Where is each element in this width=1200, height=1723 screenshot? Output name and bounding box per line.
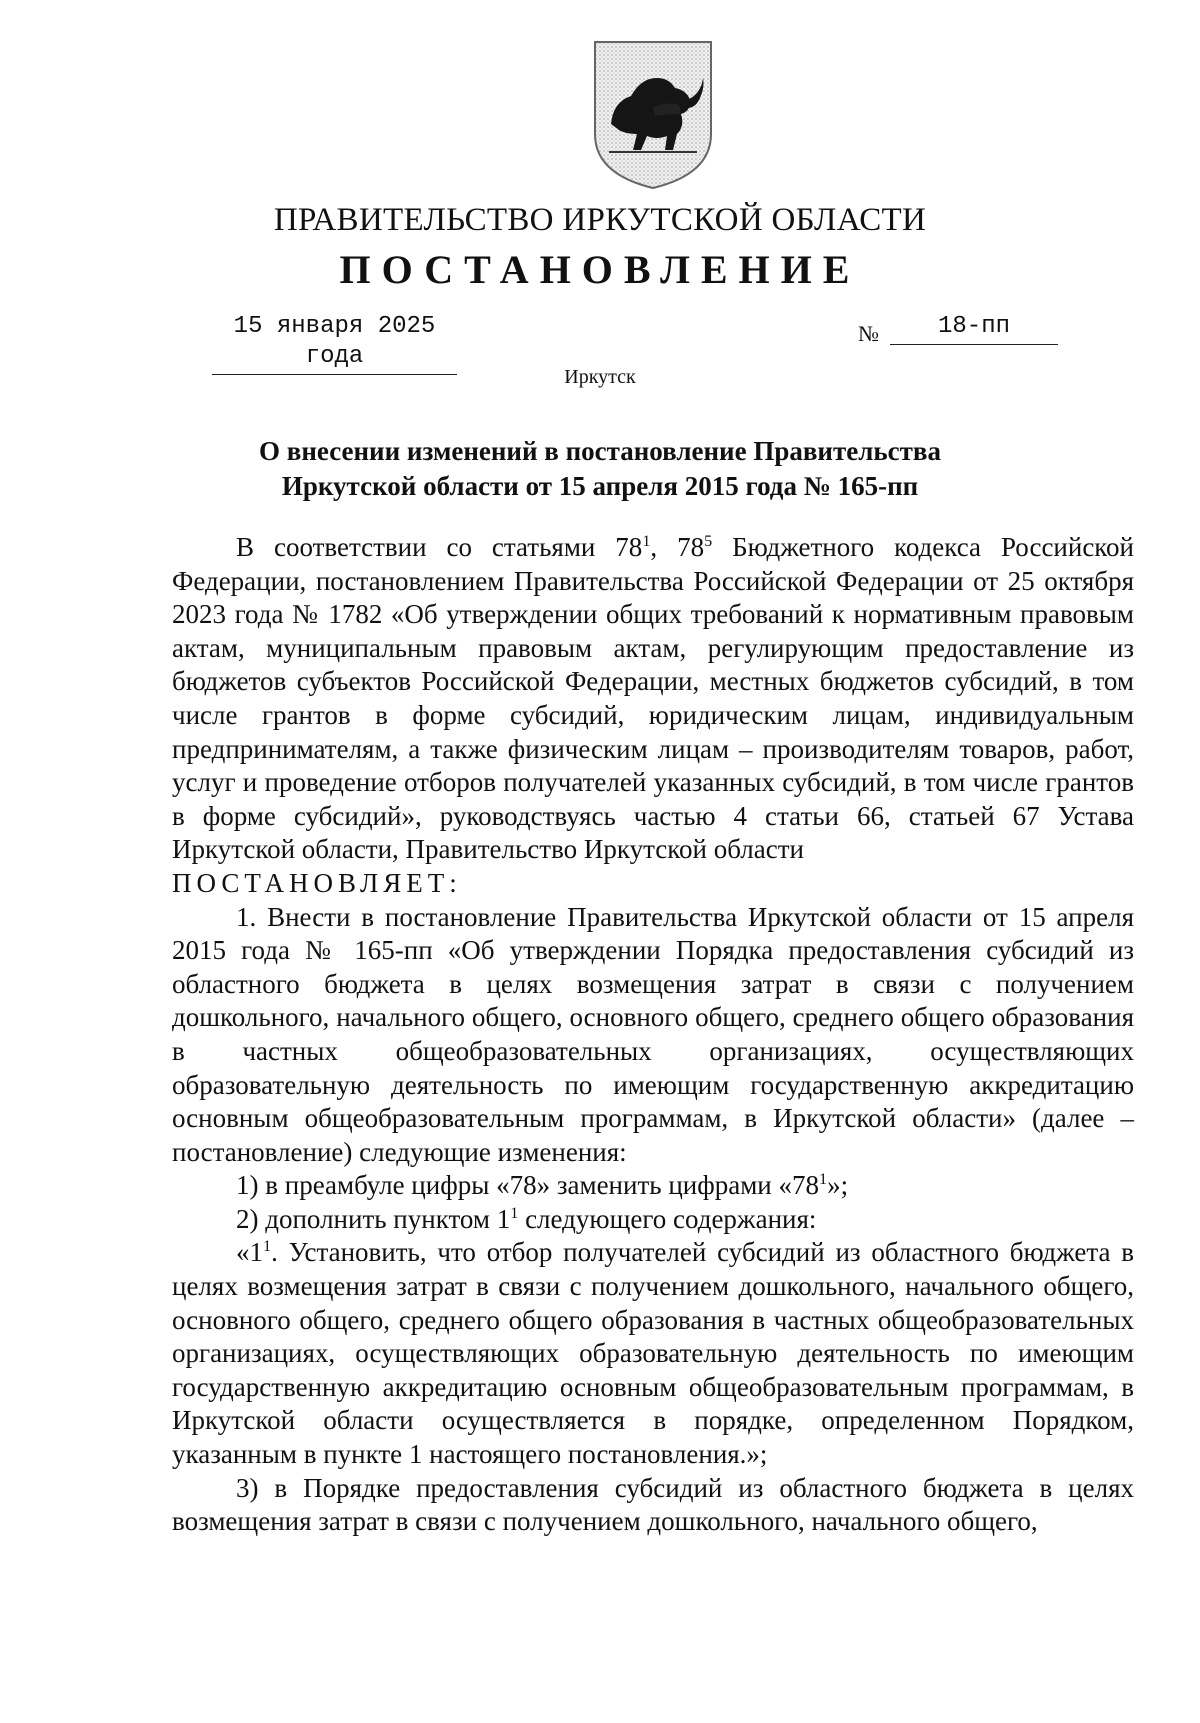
preamble-sup-1: 1	[642, 532, 651, 550]
document-date: 15 января 2025 года	[212, 312, 457, 375]
document-subject	[0, 434, 1200, 504]
subitem-2-text-b: следующего содержания:	[518, 1203, 817, 1234]
government-title: ПРАВИТЕЛЬСТВО ИРКУТСКОЙ ОБЛАСТИ	[273, 202, 927, 238]
subitem-2-paragraph	[172, 1203, 1134, 1237]
number-sign: №	[858, 321, 879, 346]
quoted-point-text-b: . Установить, что отбор получателей субсидий из областного бюджета в целях возмещения затрат в связи с получением дошкольного, начального общего, основного общего, среднего общего образования в частных общеобразовательных организациях, осуществляющих образовательную деятельность по имеющим государственную аккредитацию основным общеобразовательным программам, в Иркутской области осуществляется в порядке, определенном Порядком, указанным в пункте 1 настоящего постановления.»;	[172, 1237, 1134, 1470]
subitem-3-paragraph: 3) в Порядке предоставления субсидий из областного бюджета в целях возмещения затрат в связи с получением дошкольного, начального общего,	[172, 1472, 1134, 1537]
subject-line-1: О внесении изменений в постановление Правительства	[259, 436, 941, 466]
document-number: 18-пп	[890, 312, 1058, 345]
quoted-point-sup: 1	[263, 1237, 272, 1256]
subitem-1-sup: 1	[818, 1170, 828, 1189]
document-body	[172, 531, 1134, 1539]
subitem-2-text-a: 2) дополнить пунктом 1	[236, 1203, 511, 1234]
quoted-point-text-a: «1	[236, 1237, 263, 1268]
preamble-paragraph	[172, 531, 1134, 867]
item-1-paragraph: 1. Внести в постановление Правительства Иркутской области от 15 апреля 2015 года № 165-пп «Об утверждении Порядка предоставления субсидий из областного бюджета в целях возмещения затрат в связи с получением дошкольного, начального общего, основного общего, среднего общего образования в частных общеобразовательных организациях, осуществляющих образовательную деятельность по имеющим государственную аккредитацию основным общеобразовательным программам, в Иркутской области» (далее – постановление) следующие изменения:	[172, 901, 1134, 1167]
preamble-text-c: Бюджетного кодекса Российской Федерации, постановлением Правительства Российской Федерации от 25 октября 2023 года № 1782 «Об утверждении общих требований к нормативным правовым актам, муниципальным правовым актам, регулирующим предоставление из бюджетов субъектов Российской Федерации, местных бюджетов субсидий, в том числе грантов в форме субсидий, юридическим лицам, индивидуальным предпринимателям, а также физическим лицам – производителям товаров, работ, услуг и проведение отборов получателей указанных субсидий, в том числе грантов в форме субсидий», руководствуясь частью 4 статьи 66, статьей 67 Устава Иркутской области, Правительство Иркутской области	[172, 532, 1135, 865]
document-type: ПОСТАНОВЛЕНИЕ	[339, 247, 861, 292]
resolve-heading: ПОСТАНОВЛЯЕТ:	[172, 867, 462, 898]
preamble-text-b: , 78	[650, 532, 705, 562]
document-city: Иркутск	[564, 366, 636, 388]
subject-line-2: Иркутской области от 15 апреля 2015 года № 165-пп	[281, 471, 919, 501]
subitem-1-text-a: 1) в преамбуле цифры «78» заменить цифрами «78	[236, 1170, 819, 1201]
quoted-point-paragraph	[172, 1236, 1134, 1471]
subitem-2-sup: 1	[510, 1203, 519, 1222]
subitem-1-paragraph	[172, 1169, 1134, 1203]
subitem-1-text-b: »;	[827, 1170, 849, 1201]
coat-of-arms-icon	[591, 38, 715, 190]
preamble-sup-2: 5	[704, 532, 713, 550]
preamble-text-a: В соответствии со статьями 78	[236, 532, 643, 562]
